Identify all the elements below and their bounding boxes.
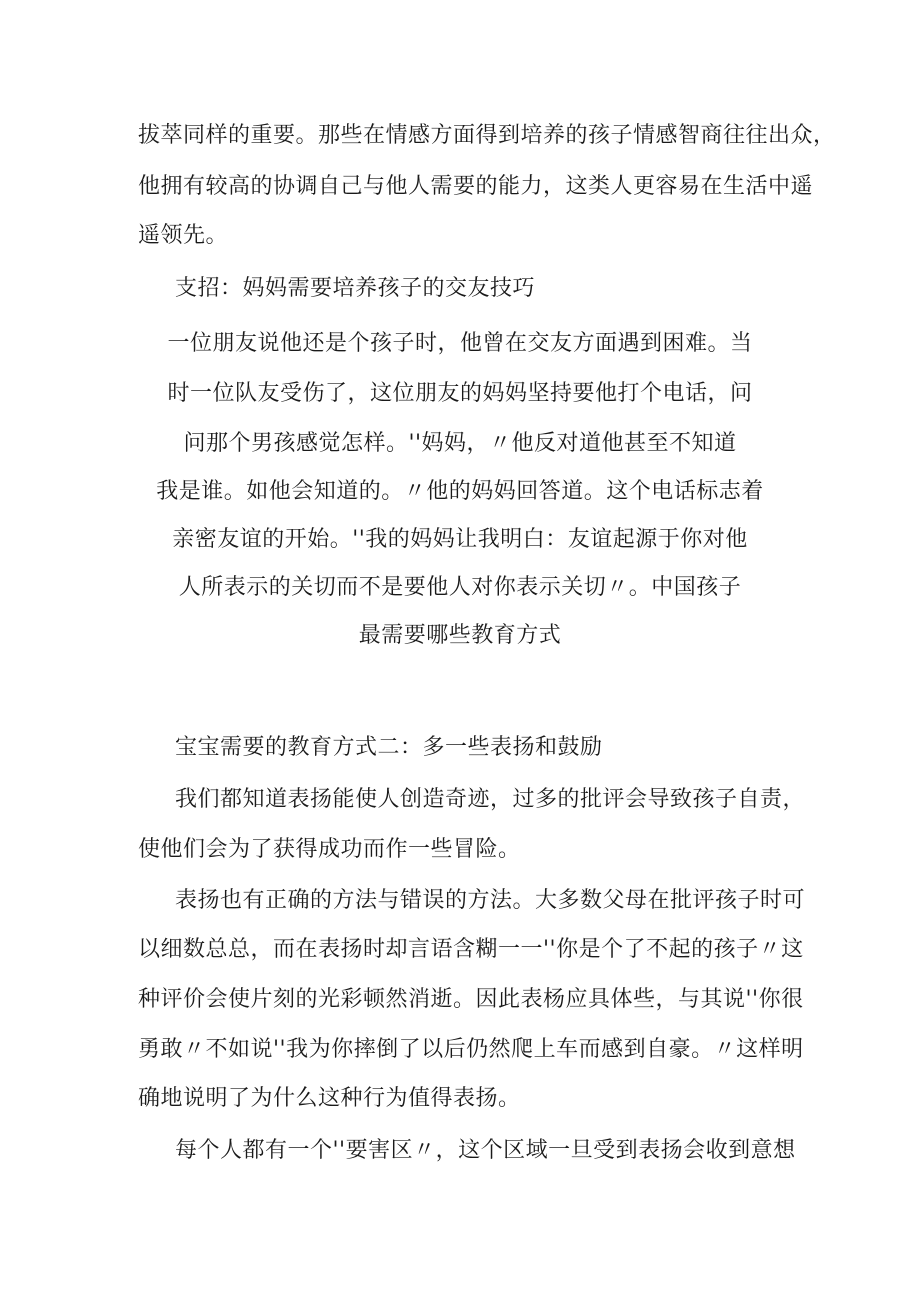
paragraph-3-line-5: 确地说明了为什么这种行为值得表扬。: [138, 1086, 521, 1111]
section-heading-friendship: 支招：妈妈需要培养孩子的交友技巧: [175, 276, 536, 301]
paragraph-3-line-1: 表扬也有正确的方法与错误的方法。大多数父母在批评孩子时可: [175, 888, 806, 913]
quote-line-6: 人所表示的关切而不是要他人对你表示关切〃。中国孩子: [178, 575, 742, 600]
paragraph-1-line-1: 拔萃同样的重要。那些在情感方面得到培养的孩子情感智商往往出众，: [138, 123, 836, 148]
section-heading-praise: 宝宝需要的教育方式二：多一些表扬和鼓励: [175, 735, 603, 760]
paragraph-1-line-2: 他拥有较高的协调自己与他人需要的能力，这类人更容易在生活中遥: [138, 174, 814, 199]
quote-line-2: 时一位队友受伤了，这位朋友的妈妈坚持要他打个电话，问: [167, 381, 753, 406]
quote-line-3: 问那个男孩感觉怎样。''妈妈，〃他反对道他甚至不知道: [183, 431, 737, 456]
paragraph-2-line-1: 我们都知道表扬能使人创造奇迹，过多的批评会导致孩子自责，: [175, 787, 806, 812]
paragraph-2-line-2: 使他们会为了获得成功而作一些冒险。: [138, 837, 521, 862]
quote-line-5: 亲密友谊的开始。''我的妈妈让我明白：友谊起源于你对他: [172, 527, 748, 552]
quote-line-7: 最需要哪些教育方式: [358, 623, 562, 648]
paragraph-3-line-3: 种评价会使片刻的光彩顿然消逝。因此表杨应具体些，与其说''你很: [138, 987, 804, 1012]
paragraph-1-line-3: 遥领先。: [138, 223, 229, 248]
paragraph-3-line-2: 以细数总总，而在表扬时却言语含糊一一''你是个了不起的孩子〃这: [138, 937, 804, 962]
paragraph-3-line-4: 勇敢〃不如说''我为你摔倒了以后仍然爬上车而感到自豪。〃这样明: [138, 1037, 804, 1062]
quote-line-4: 我是谁。如他会知道的。〃他的妈妈回答道。这个电话标志着: [156, 479, 764, 504]
quote-line-1: 一位朋友说他还是个孩子时，他曾在交友方面遇到困难。当: [167, 331, 753, 356]
paragraph-4-line-1: 每个人都有一个''要害区〃，这个区域一旦受到表扬会收到意想: [175, 1138, 796, 1163]
